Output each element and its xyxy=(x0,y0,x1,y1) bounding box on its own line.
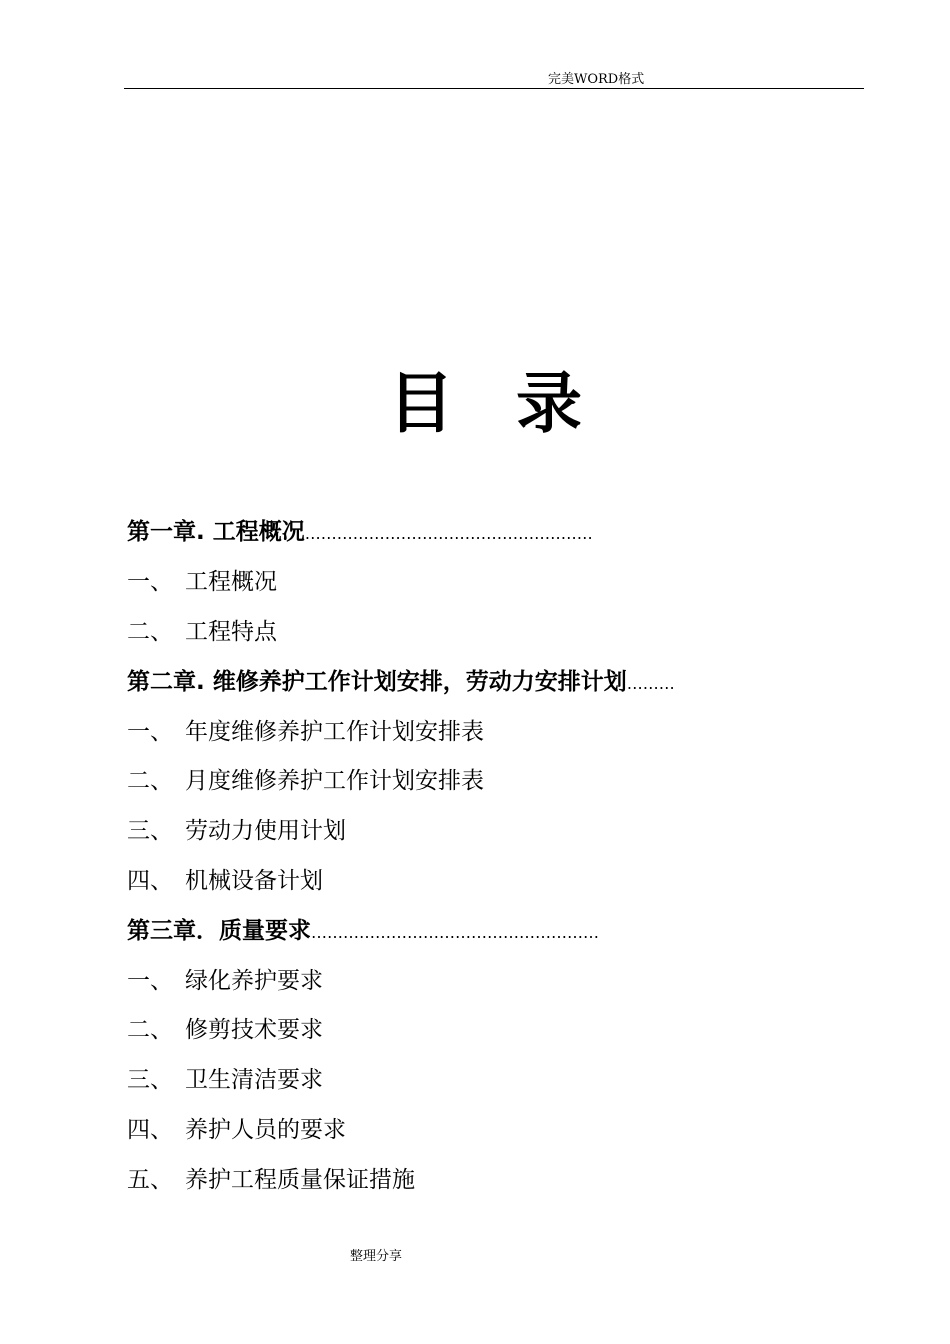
toc-section-title: 卫生清洁要求 xyxy=(185,1067,323,1094)
table-of-contents xyxy=(127,505,827,1202)
toc-section-entry[interactable] xyxy=(127,1103,827,1153)
toc-chapter-entry[interactable] xyxy=(127,505,827,555)
toc-section-entry[interactable] xyxy=(127,1152,827,1202)
toc-section-number: 三、 xyxy=(127,1067,173,1094)
toc-section-title: 工程特点 xyxy=(185,618,277,645)
toc-section-title: 劳动力使用计划 xyxy=(185,818,346,845)
toc-section-entry[interactable] xyxy=(127,754,827,804)
toc-section-number: 一、 xyxy=(127,967,173,994)
toc-section-title: 养护工程质量保证措施 xyxy=(185,1166,415,1193)
toc-chapter-title: 第三章．质量要求 xyxy=(127,917,311,944)
toc-section-number: 三、 xyxy=(127,818,173,845)
toc-dot-leader: ……… xyxy=(626,673,675,693)
page-footer-text: 整理分享 xyxy=(350,1249,403,1264)
toc-chapter-title: 第一章. 工程概况 xyxy=(127,519,305,546)
toc-section-number: 一、 xyxy=(127,569,173,596)
toc-section-number: 四、 xyxy=(127,867,173,894)
page-header-text: 完美WORD格式 xyxy=(548,72,645,87)
toc-section-title: 机械设备计划 xyxy=(185,867,323,894)
page-title xyxy=(388,364,582,444)
toc-dot-leader: ……………………………………………… xyxy=(311,922,599,942)
toc-section-entry[interactable] xyxy=(127,804,827,854)
toc-chapter-entry[interactable] xyxy=(127,654,827,704)
toc-section-number: 一、 xyxy=(127,718,173,745)
toc-section-number: 二、 xyxy=(127,618,173,645)
toc-section-entry[interactable] xyxy=(127,854,827,904)
toc-section-number: 四、 xyxy=(127,1116,173,1143)
toc-section-title: 工程概况 xyxy=(185,569,277,596)
toc-dot-leader: ……………………………………………… xyxy=(304,524,593,544)
title-char-2: 录 xyxy=(516,365,582,442)
toc-section-entry[interactable] xyxy=(127,1003,827,1053)
toc-section-title: 修剪技术要求 xyxy=(185,1017,323,1044)
toc-section-number: 五、 xyxy=(127,1166,173,1193)
header-rule xyxy=(124,88,864,89)
toc-chapter-entry[interactable] xyxy=(127,903,827,953)
toc-chapter-title: 第二章. 维修养护工作计划安排，劳动力安排计划 xyxy=(127,668,627,695)
title-char-1: 目 xyxy=(388,365,454,442)
toc-section-title: 绿化养护要求 xyxy=(185,967,323,994)
toc-section-entry[interactable] xyxy=(127,953,827,1003)
toc-section-entry[interactable] xyxy=(127,555,827,605)
toc-section-entry[interactable] xyxy=(127,605,827,655)
toc-section-title: 月度维修养护工作计划安排表 xyxy=(185,768,484,795)
toc-section-number: 二、 xyxy=(127,768,173,795)
toc-section-entry[interactable] xyxy=(127,1053,827,1103)
toc-section-entry[interactable] xyxy=(127,704,827,754)
toc-section-title: 养护人员的要求 xyxy=(185,1116,346,1143)
toc-section-number: 二、 xyxy=(127,1017,173,1044)
toc-section-title: 年度维修养护工作计划安排表 xyxy=(185,718,484,745)
